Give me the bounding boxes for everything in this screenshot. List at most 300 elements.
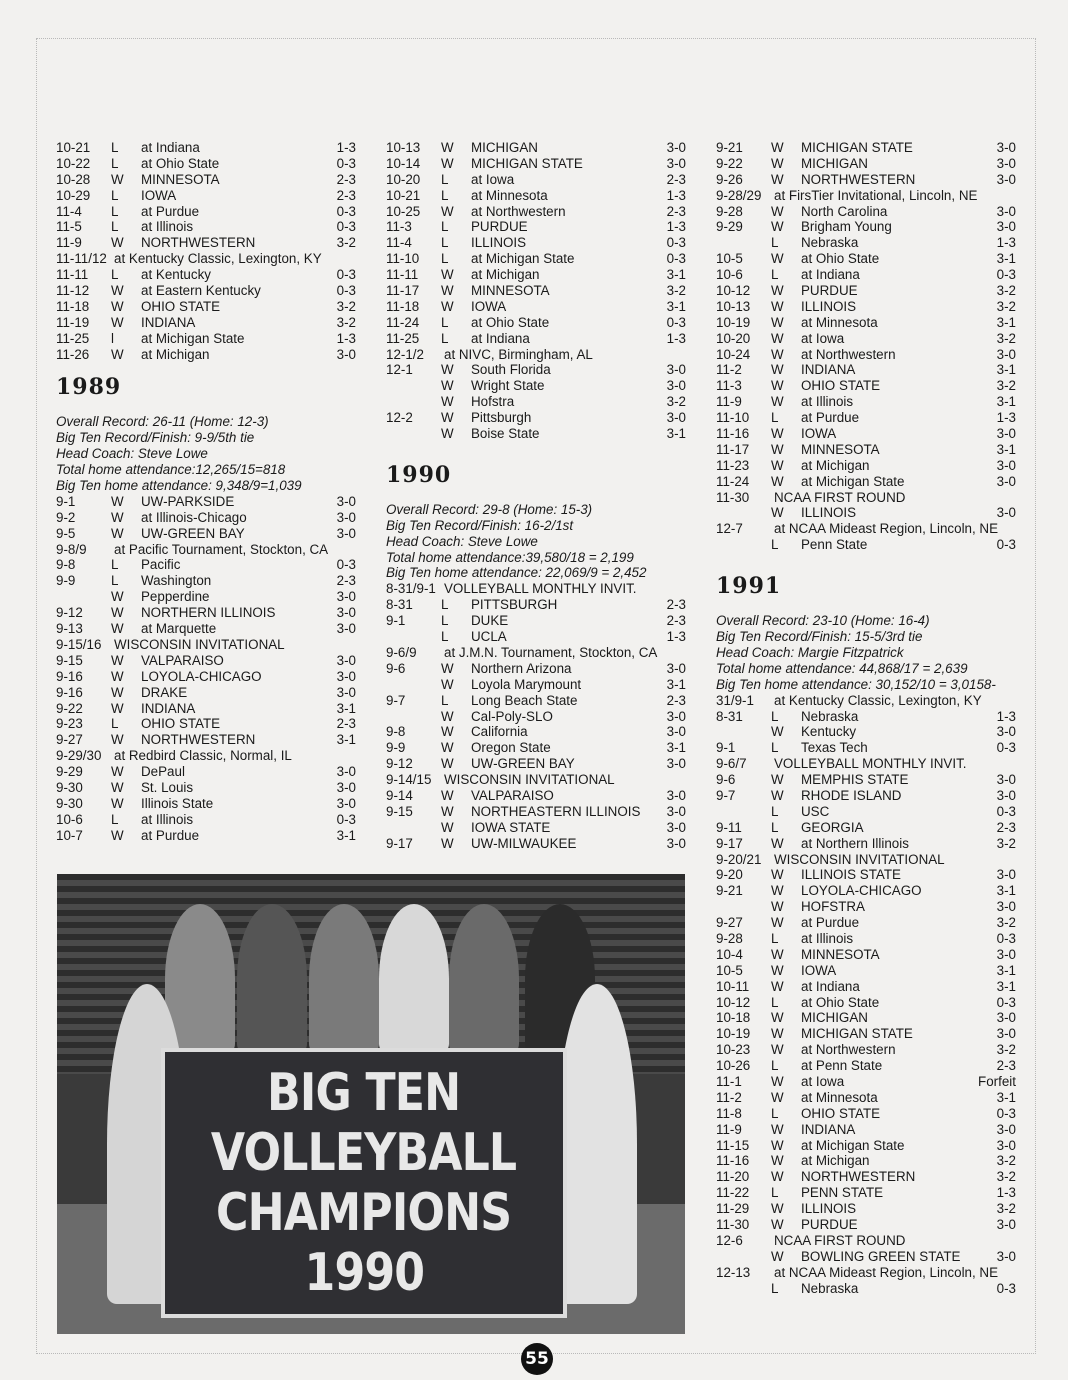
game-result: W	[111, 493, 124, 509]
game-opponent: ILLINOIS STATE	[801, 867, 901, 883]
game-date: 9-22	[716, 155, 743, 171]
game-row	[386, 331, 686, 347]
game-row	[56, 267, 356, 283]
event-title: at FirsTier Invitational, Lincoln, NE	[774, 187, 978, 203]
game-score: 3-0	[996, 1137, 1016, 1153]
game-result: L	[771, 267, 779, 283]
game-row	[716, 1185, 1016, 1201]
game-row	[716, 219, 1016, 235]
game-score: 0-3	[336, 557, 356, 573]
game-score: 3-2	[996, 298, 1016, 314]
game-result: W	[441, 267, 454, 283]
season-info-line: Big Ten Record/Finish: 9-9/5th tie	[56, 430, 255, 446]
game-opponent: Kentucky	[801, 724, 857, 740]
game-date: 10-21	[56, 140, 91, 155]
game-score: 3-0	[996, 140, 1016, 155]
game-row	[56, 204, 356, 220]
event-row	[386, 581, 686, 597]
game-result: W	[771, 1010, 784, 1026]
game-date: 10-13	[386, 140, 421, 155]
game-opponent: at Ohio State	[801, 251, 880, 267]
game-score: 3-0	[996, 1248, 1016, 1264]
game-result: L	[771, 410, 779, 426]
game-score: 3-0	[666, 410, 686, 426]
game-row	[56, 653, 356, 669]
game-opponent: Hofstra	[471, 394, 515, 410]
game-opponent: VALPARAISO	[141, 652, 224, 668]
game-date: 12-2	[386, 410, 413, 426]
game-opponent: Loyola Marymount	[471, 676, 582, 692]
game-opponent: at Purdue	[141, 203, 200, 219]
game-row	[56, 219, 356, 235]
game-row	[56, 669, 356, 685]
game-result: W	[441, 724, 454, 740]
game-score: 3-2	[336, 314, 356, 330]
game-score: 0-3	[336, 219, 356, 235]
game-date: 9-22	[56, 700, 83, 716]
game-result: W	[441, 203, 454, 219]
game-date: 9-5	[56, 525, 76, 541]
game-opponent: UW-GREEN BAY	[471, 756, 575, 772]
game-opponent: OHIO STATE	[141, 716, 221, 732]
game-row	[716, 1249, 1016, 1265]
game-opponent: LOYOLA-CHICAGO	[141, 668, 262, 684]
game-row	[56, 685, 356, 701]
game-opponent: PURDUE	[801, 1217, 858, 1232]
game-result: W	[771, 457, 784, 473]
game-opponent: IOWA STATE	[471, 819, 551, 835]
game-row	[56, 573, 356, 589]
game-date: 10-14	[386, 155, 421, 171]
game-score: 0-3	[996, 537, 1016, 553]
game-opponent: OHIO STATE	[801, 378, 881, 394]
game-date: 10-20	[386, 171, 421, 187]
game-result: L	[771, 740, 779, 756]
game-score: 3-1	[666, 298, 686, 314]
game-score: 3-1	[996, 362, 1016, 378]
game-row	[716, 979, 1016, 995]
game-date: 11-22	[716, 1185, 750, 1201]
game-result: W	[441, 835, 454, 851]
game-opponent: Wright State	[471, 378, 545, 394]
game-score: 0-3	[336, 811, 356, 827]
player-figure	[557, 984, 637, 1304]
game-date: 10-19	[716, 1026, 751, 1042]
game-result: W	[111, 652, 124, 668]
game-opponent: PENN STATE	[801, 1185, 884, 1201]
event-title: at Pacific Tournament, Stockton, CA	[114, 541, 329, 557]
game-row	[56, 188, 356, 204]
game-date: 9-12	[56, 605, 83, 621]
game-score: 3-0	[336, 621, 356, 637]
event-title: at Kentucky Classic, Lexington, KY	[114, 251, 322, 267]
game-opponent: at Minnesota	[801, 314, 878, 330]
game-score: 3-2	[996, 1169, 1016, 1185]
game-result: W	[441, 708, 454, 724]
game-result: W	[771, 203, 784, 219]
game-date: 11-25	[386, 330, 420, 346]
event-title: WISCONSIN INVITATIONAL	[444, 772, 615, 788]
game-row	[386, 394, 686, 410]
game-score: 1-3	[996, 708, 1016, 724]
game-result: L	[771, 803, 779, 819]
game-opponent: ILLINOIS	[471, 235, 527, 251]
game-opponent: at Illinois-Chicago	[141, 509, 247, 525]
game-opponent: PITTSBURGH	[471, 597, 558, 613]
event-title: NCAA FIRST ROUND	[774, 489, 906, 505]
game-date: 11-24	[386, 314, 420, 330]
game-result: W	[111, 684, 124, 700]
game-date: 11-4	[56, 203, 82, 219]
game-date: 9-16	[56, 668, 83, 684]
game-score: 2-3	[336, 716, 356, 732]
game-opponent: NORTHEASTERN ILLINOIS	[471, 803, 641, 819]
info-1991	[716, 613, 1016, 692]
game-opponent: UW-MILWAUKEE	[471, 835, 577, 851]
game-result: W	[771, 140, 784, 155]
game-date: 10-23	[716, 1042, 751, 1058]
game-row	[716, 299, 1016, 315]
game-result: L	[771, 930, 779, 946]
game-result: L	[111, 716, 119, 732]
event-title: WISCONSIN INVITATIONAL	[114, 636, 285, 652]
game-date: 8-31	[386, 597, 413, 613]
game-opponent: at Minnesota	[471, 187, 548, 203]
game-date: 9-15/16	[56, 636, 102, 652]
game-date: 9-29/30	[56, 748, 102, 764]
column-1	[56, 140, 356, 844]
game-score: 3-0	[996, 1121, 1016, 1137]
game-date: 9-7	[716, 787, 736, 803]
game-row	[716, 1026, 1016, 1042]
game-opponent: UCLA	[471, 629, 507, 645]
game-score: 0-3	[666, 251, 686, 267]
game-opponent: NORTHERN ILLINOIS	[141, 605, 276, 621]
event-title: VOLLEYBALL MONTHLY INVIT.	[444, 581, 637, 597]
game-date: 11-20	[716, 1169, 750, 1185]
game-date: 11-11/12	[56, 251, 107, 267]
game-opponent: PURDUE	[471, 219, 528, 235]
game-result: W	[771, 787, 784, 803]
game-opponent: DRAKE	[141, 684, 188, 700]
game-score: 3-0	[666, 724, 686, 740]
game-row	[386, 140, 686, 156]
game-result: W	[111, 525, 124, 541]
game-opponent: MINNESOTA	[471, 283, 550, 299]
game-row	[716, 378, 1016, 394]
game-row	[716, 505, 1016, 521]
game-score: 3-0	[996, 1026, 1016, 1042]
game-row	[386, 677, 686, 693]
game-result: W	[441, 787, 454, 803]
game-date: 11-3	[386, 219, 412, 235]
game-date: 10-29	[56, 187, 91, 203]
game-opponent: OHIO STATE	[801, 1105, 881, 1121]
game-row	[386, 283, 686, 299]
event-title: at Kentucky Classic, Lexington, KY	[774, 692, 982, 708]
game-score: 3-0	[996, 787, 1016, 803]
game-result: W	[441, 378, 454, 394]
game-row	[56, 299, 356, 315]
game-date: 10-18	[716, 1010, 751, 1026]
game-result: L	[771, 1185, 779, 1201]
game-opponent: at Michigan State	[141, 330, 245, 346]
game-date: 8-31/9-1	[386, 581, 436, 597]
game-result: W	[771, 1217, 784, 1232]
game-score: 0-3	[336, 267, 356, 283]
game-score: 3-0	[996, 155, 1016, 171]
games-1990-continued	[716, 140, 1016, 553]
game-row	[56, 828, 356, 844]
game-date: 9-8	[56, 557, 76, 573]
game-row	[56, 235, 356, 251]
game-row	[716, 1169, 1016, 1185]
game-result: W	[441, 660, 454, 676]
game-score: 3-0	[336, 684, 356, 700]
game-date: 12-6	[716, 1232, 743, 1248]
game-row	[56, 605, 356, 621]
game-result: L	[441, 330, 449, 346]
game-score: 2-3	[336, 187, 356, 203]
game-score: 2-3	[666, 613, 686, 629]
game-row	[386, 378, 686, 394]
game-row	[56, 780, 356, 796]
event-row	[716, 852, 1016, 868]
game-opponent: UW-PARKSIDE	[141, 493, 235, 509]
game-date: 10-28	[56, 171, 91, 187]
game-result: W	[111, 314, 124, 330]
game-result: L	[441, 692, 449, 708]
game-result: W	[111, 235, 124, 251]
game-opponent: Pacific	[141, 557, 181, 573]
game-opponent: LOYOLA-CHICAGO	[801, 883, 922, 899]
game-row	[716, 1217, 1016, 1233]
game-opponent: at Illinois	[141, 811, 194, 827]
game-row	[716, 410, 1016, 426]
game-result: W	[771, 724, 784, 740]
game-row	[716, 315, 1016, 331]
game-score: 3-0	[666, 362, 686, 378]
game-score: 3-0	[996, 171, 1016, 187]
game-result: W	[111, 621, 124, 637]
game-date: 9-12	[386, 756, 413, 772]
banner-line: VOLLEYBALL	[211, 1123, 517, 1183]
game-date: 11-18	[56, 298, 90, 314]
game-score: 2-3	[336, 171, 356, 187]
game-opponent: MINNESOTA	[141, 171, 220, 187]
game-score: 2-3	[666, 692, 686, 708]
game-row	[716, 172, 1016, 188]
event-title: at NCAA Mideast Region, Lincoln, NE	[774, 521, 999, 537]
game-score: 1-3	[996, 410, 1016, 426]
game-score: 0-3	[336, 283, 356, 299]
game-row	[716, 140, 1016, 156]
game-date: 12-7	[716, 521, 743, 537]
game-opponent: at Michigan	[801, 1153, 870, 1169]
game-row	[386, 613, 686, 629]
game-score: 3-0	[666, 803, 686, 819]
game-score: 3-0	[336, 346, 356, 362]
game-result: W	[441, 819, 454, 835]
game-result: W	[771, 1026, 784, 1042]
game-result: W	[441, 756, 454, 772]
game-opponent: at Purdue	[801, 410, 860, 426]
game-score: 3-1	[996, 314, 1016, 330]
game-result: W	[441, 298, 454, 314]
season-info-line: Head Coach: Margie Fitzpatrick	[716, 644, 904, 660]
game-row	[716, 1138, 1016, 1154]
game-score: 3-0	[996, 473, 1016, 489]
game-result: L	[441, 219, 449, 235]
game-score: 3-0	[336, 795, 356, 811]
game-score: Forfeit	[978, 1073, 1016, 1089]
game-row	[386, 251, 686, 267]
game-opponent: at Michigan	[801, 457, 870, 473]
game-date: 11-17	[716, 441, 750, 457]
game-opponent: at Iowa	[471, 171, 515, 187]
game-date: 11-24	[716, 473, 750, 489]
game-row	[716, 995, 1016, 1011]
season-info-line: Big Ten home attendance: 30,152/10 = 3,0158-	[716, 676, 996, 692]
game-row	[716, 204, 1016, 220]
game-result: W	[771, 505, 784, 521]
game-date: 11-4	[386, 235, 412, 251]
game-score: 3-2	[666, 394, 686, 410]
player-figure	[237, 904, 307, 1054]
game-score: 2-3	[996, 1058, 1016, 1074]
game-opponent: Nebraska	[801, 1280, 859, 1296]
game-score: 2-3	[666, 171, 686, 187]
banner-line: 1990	[304, 1243, 424, 1303]
game-opponent: Penn State	[801, 537, 868, 553]
game-row	[716, 740, 1016, 756]
game-opponent: PURDUE	[801, 283, 858, 299]
game-row	[56, 812, 356, 828]
game-result: W	[771, 1073, 784, 1089]
game-score: 3-0	[666, 835, 686, 851]
game-opponent: at Northwestern	[801, 346, 896, 362]
game-row	[386, 693, 686, 709]
game-opponent: North Carolina	[801, 203, 888, 219]
event-title: at Redbird Classic, Normal, IL	[114, 748, 292, 764]
game-date: 9-26	[716, 171, 743, 187]
game-date: 11-15	[716, 1137, 750, 1153]
game-date: 10-6	[56, 811, 83, 827]
game-date: 12-1/2	[386, 346, 424, 362]
game-score: 3-0	[666, 378, 686, 394]
game-opponent: at Northern Illinois	[801, 835, 909, 851]
game-date: 11-1	[716, 1073, 742, 1089]
game-row	[56, 494, 356, 510]
season-info-line: Overall Record: 29-8 (Home: 15-3)	[386, 501, 593, 517]
game-date: 9-29	[56, 764, 83, 780]
game-score: 3-0	[336, 525, 356, 541]
game-result: L	[771, 235, 779, 251]
game-row	[386, 267, 686, 283]
games-1989-continued	[386, 140, 686, 442]
game-row	[716, 820, 1016, 836]
game-row	[716, 804, 1016, 820]
season-info-line: Overall Record: 23-10 (Home: 16-4)	[716, 613, 930, 629]
game-result: W	[771, 314, 784, 330]
event-row	[56, 251, 356, 267]
game-score: 2-3	[666, 203, 686, 219]
game-score: 1-3	[336, 330, 356, 346]
game-result: W	[111, 171, 124, 187]
game-opponent: at Illinois	[801, 930, 854, 946]
game-score: 3-0	[336, 493, 356, 509]
game-result: W	[771, 867, 784, 883]
game-score: 3-1	[666, 740, 686, 756]
game-opponent: at Eastern Kentucky	[141, 283, 261, 299]
game-score: 3-0	[336, 605, 356, 621]
game-opponent: HOFSTRA	[801, 899, 865, 915]
game-score: 3-0	[336, 779, 356, 795]
game-row	[716, 426, 1016, 442]
game-opponent: at Minnesota	[801, 1089, 878, 1105]
game-row	[716, 788, 1016, 804]
game-date: 10-11	[716, 978, 750, 994]
game-row	[386, 204, 686, 220]
game-row	[716, 1153, 1016, 1169]
game-opponent: California	[471, 724, 528, 740]
champions-banner	[161, 1048, 567, 1318]
game-opponent: at Illinois	[141, 219, 194, 235]
game-row	[386, 836, 686, 852]
event-row	[716, 490, 1016, 506]
event-row	[716, 521, 1016, 537]
game-opponent: South Florida	[471, 362, 551, 378]
game-row	[716, 963, 1016, 979]
game-result: W	[771, 378, 784, 394]
game-date: 11-9	[56, 235, 82, 251]
game-opponent: BOWLING GREEN STATE	[801, 1248, 961, 1264]
game-result: W	[771, 883, 784, 899]
game-result: W	[771, 978, 784, 994]
game-result: W	[771, 1121, 784, 1137]
game-row	[56, 764, 356, 780]
game-row	[386, 156, 686, 172]
game-score: 3-0	[996, 772, 1016, 788]
game-date: 11-3	[716, 378, 742, 394]
event-title: at NCAA Mideast Region, Lincoln, NE	[774, 1264, 999, 1280]
game-score: 0-3	[996, 930, 1016, 946]
game-date: 11-16	[716, 426, 750, 442]
game-result: W	[441, 803, 454, 819]
game-opponent: Texas Tech	[801, 740, 868, 756]
game-date: 11-12	[56, 283, 90, 299]
game-result: W	[771, 441, 784, 457]
game-result: W	[111, 589, 124, 605]
event-row	[386, 772, 686, 788]
game-result: L	[771, 537, 779, 553]
game-result: W	[771, 155, 784, 171]
game-date: 11-19	[56, 314, 90, 330]
game-row	[56, 796, 356, 812]
game-row	[56, 347, 356, 363]
game-row	[716, 283, 1016, 299]
game-result: L	[111, 155, 119, 171]
game-row	[56, 621, 356, 637]
game-row	[716, 537, 1016, 553]
game-score: 3-0	[336, 509, 356, 525]
game-opponent: MINNESOTA	[801, 441, 880, 457]
game-date: 9-6	[716, 772, 736, 788]
game-date: 11-23	[716, 457, 750, 473]
game-opponent: Nebraska	[801, 235, 859, 251]
game-opponent: at Ohio State	[141, 155, 220, 171]
game-opponent: MICHIGAN STATE	[801, 1026, 913, 1042]
